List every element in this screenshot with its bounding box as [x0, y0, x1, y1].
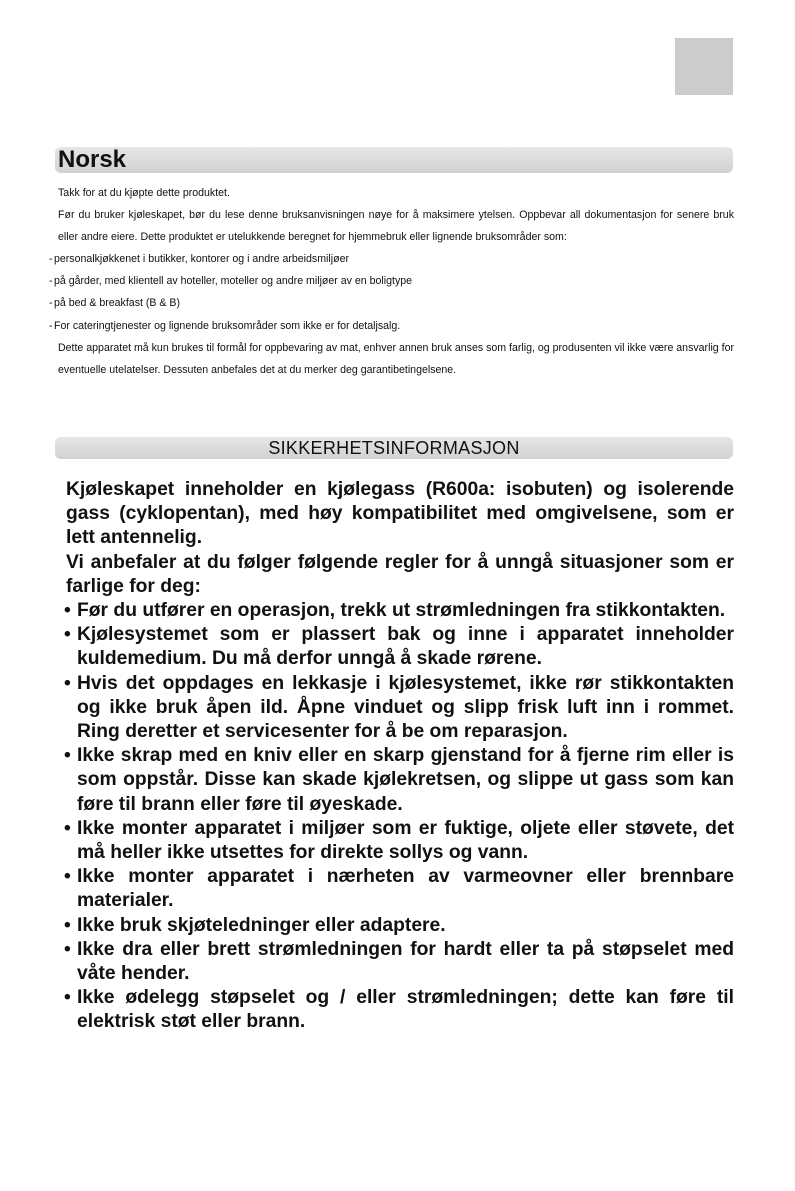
bullet-icon: • [64, 600, 71, 622]
safety-heading-bar [55, 437, 733, 459]
intro-thanks: Takk for at du kjøpte dette produktet. [58, 187, 230, 199]
page-corner-tab [675, 38, 733, 95]
intro-use-item: -på bed & breakfast (B & B) [49, 297, 181, 310]
bullet-icon: • [64, 745, 71, 767]
safety-rules-list [66, 599, 734, 1035]
safety-rule-item: • Kjølesystemet som er plassert bak og inne i apparatet inneholder kuldemedium. Du må derfor unngå å skade rørene. [64, 624, 734, 670]
safety-rule-item: • Ikke dra eller brett strømledningen for hardt eller ta på støpselet med våte hender. [64, 938, 734, 985]
bullet-icon: • [64, 866, 71, 888]
bullet-icon: • [64, 938, 71, 960]
safety-rule-item: • Ikke monter apparatet i miljøer som er fuktige, oljete eller støvete, det må heller ikke utsettes for direkte sollys og vann. [64, 817, 734, 864]
bullet-icon: • [64, 817, 71, 839]
intro-uses-list [49, 248, 734, 336]
bullet-icon: • [64, 672, 71, 694]
safety-heading: SIKKERHETSINFORMASJON [268, 438, 520, 458]
bullet-icon: • [64, 987, 71, 1009]
intro-use-item: -For cateringtjenester og lignende bruksområder som ikke er for detaljsalg. [49, 319, 401, 332]
intro-use-item: -personalkjøkkenet i butikker, kontorer og i andre arbeidsmiljøer [49, 253, 349, 266]
safety-intro-paragraph: Kjøleskapet inneholder en kjølegass (R600a: isobuten) og isolerende gass (cyklopentan), med høy kompatibilitet med omgivelsene, som er lett antennelig. [66, 479, 734, 549]
intro-before-use: Før du bruker kjøleskapet, bør du lese denne bruksanvisningen nøye for å maksimere ytelsen. Oppbevar all dokumentasjon for senere bruk eller andre eiere. Dette produktet er utelukkende beregnet for hjemmebruk eller lignende bruksområder som: [58, 209, 734, 244]
safety-section [66, 478, 734, 1035]
safety-rule-item: • Ikke bruk skjøteledninger eller adaptere. [66, 914, 734, 938]
safety-rule-item: • Før du utfører en operasjon, trekk ut strømledningen fra stikkontakten. [66, 599, 734, 623]
safety-recommendation-paragraph: Vi anbefaler at du følger følgende regler for å unngå situasjoner som er farlige for deg: [66, 551, 734, 597]
bullet-icon: • [64, 624, 71, 646]
language-heading: Norsk [58, 146, 127, 173]
intro-use-item: -på gårder, med klientell av hoteller, moteller og andre miljøer av en boligtype [49, 275, 413, 288]
bullet-icon: • [64, 914, 71, 936]
safety-rule-item: • Ikke ødelegg støpselet og / eller strømledningen; dette kan føre til elektrisk støt eller brann. [64, 987, 734, 1033]
safety-rule-item: • Hvis det oppdages en lekkasje i kjølesystemet, ikke rør stikkontakten og ikke bruk åpen ild. Åpne vinduet og slipp frisk luft inn i rommet. Ring deretter et servicesenter for å be om reparasjon. [64, 672, 734, 743]
safety-rule-item: • Ikke skrap med en kniv eller en skarp gjenstand for å fjerne rim eller is som oppstår. Disse kan skade kjølekretsen, og slippe ut gass som kan føre til brann eller føre til øyeskade. [64, 745, 734, 815]
safety-rule-item: • Ikke monter apparatet i nærheten av varmeovner eller brennbare materialer. [64, 866, 734, 912]
language-heading-bar [55, 147, 733, 173]
intro-section [49, 182, 734, 381]
intro-closing: Dette apparatet må kun brukes til formål for oppbevaring av mat, enhver annen bruk anses som farlig, og produsenten vil ikke være ansvarlig for eventuelle utelatelser. Dessuten anbefales det at du merker deg garantibetingelsene. [58, 341, 734, 376]
